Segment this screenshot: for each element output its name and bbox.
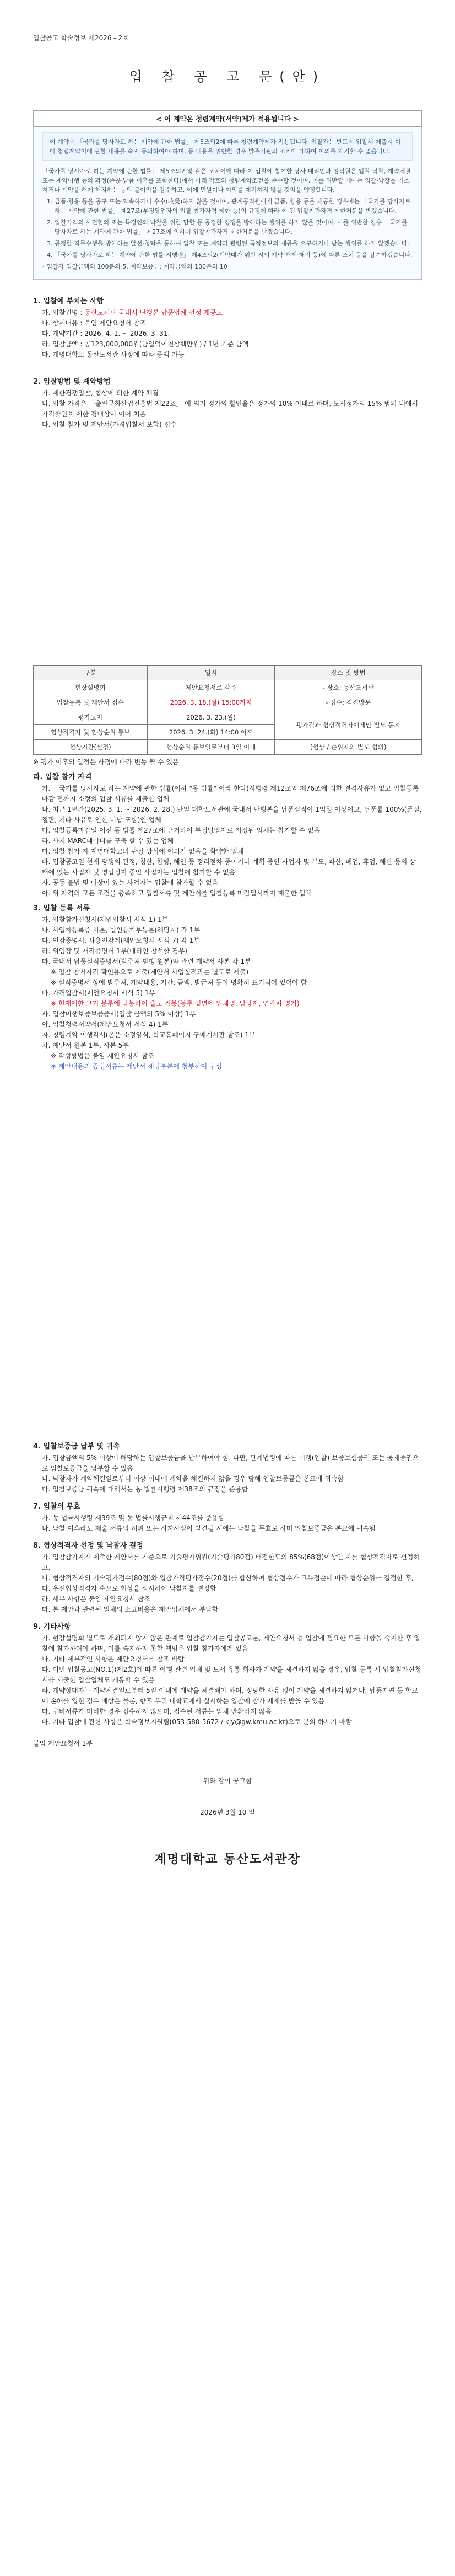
list-item: 마. 구비서류가 미비한 경우 접수하지 않으며, 접수된 서류는 일체 반환하지 않음 — [42, 1708, 272, 1715]
red-note: ※ 현재에한 그기 봉투에 담봉하여 출도 접봉(봉투 겉면에 업체명, 담당자, 연락처 명기) — [51, 1000, 300, 1007]
integrity-item: 3. 공정한 직무수행을 방해하는 알선·청탁을 통하여 입찰 또는 계약과 관련된 특정정보의 제공을 요구하거나 받는 행위를 하지 않겠습니다. — [55, 239, 413, 248]
list-item: 아. 위 자격의 모든 조건을 충족하고 입찰서류 및 제안서를 입찰등록 마감일시까지 제출한 업체 — [42, 889, 312, 897]
section-4 — [33, 1440, 422, 1495]
integrity-notice-head: < 이 계약은 청렴계약(서약)제가 적용됩니다 > — [33, 110, 422, 127]
list-item: 자. 청렴계약 이행각서(본은 소정양식, 학교홈페이지 구매계시판 참조) 1부 — [42, 1031, 256, 1039]
table-row: 입찰등록 및 제안서 접수 2026. 3. 18.(월) 15:00까지 - 접수: 직접방문 — [34, 695, 422, 710]
list-item: 마. 본 제안과 관련된 일체의 소요비용은 제안업체에서 부담함 — [42, 1606, 219, 1613]
list-item: 나. 입찰 가격은 「출판문화산업진흥법 제22조」 에 의거 정가의 할인율은 정가의 10% 이내로 하며, 도서정가의 15% 범위 내에서 가격할인율 제한 경매상이 이어 처음 — [42, 400, 418, 418]
attachment: 붙임 제안요청서 1부 — [33, 1740, 93, 1747]
integrity-item: 1. 금품·향응 등을 공구 또는 약속하거나 수수(收受)하지 않을 것이며, 관계공직원에게 금품, 향응 등을 제공한 경우에는 「국가를 당사자로 하는 계약에 관한 법률」 제27조(부정당업자의 입찰 참가자격 제한 등)의 규정에 따라 이 건 입찰참가자격 제한처분을 받겠습니다. — [55, 197, 413, 216]
table-header: 장소 및 방법 — [275, 666, 422, 680]
blue-note: ※ 제안내용의 증빙서류는 제안서 해당부분에 첨부하여 구성 — [51, 1062, 223, 1070]
list-item: 다. 입찰등록마감일 이전 동 법률 제27조에 근거하여 부정당업자로 지정된 업체는 참가할 수 없음 — [42, 827, 321, 834]
list-item: 나. 낙찰자가 계약체결일로부터 이상 이내에 계약을 체결하지 않을 경우 당해 입찰보증금은 본교에 귀속함 — [42, 1475, 344, 1483]
bid-name-value: 동산도서관 국내서 단행본 납품업체 선정 재공고 — [84, 309, 223, 316]
list-item: 바. 기타 입찰에 관한 사항은 학술정보지원팀(053-580-5672 / kjy@gw.kmu.ac.kr)으로 문의 하시기 바람 — [42, 1718, 352, 1726]
list-item: 가. 현장설명회 별도로 개최되지 않지 않은 관계로 입찰참가자는 입찰공고문, 제안요청서 등 입찰에 필요한 모든 사항을 숙지한 후 입찰에 참가하여야 하며, 이를 숙지하지 못한 책임은 입찰 참가자에게 있음 — [42, 1634, 420, 1652]
list-item: 바. 가격입찰서(제안요청서 서식 5) 1부 — [42, 989, 155, 997]
section-9 — [33, 1620, 422, 1727]
integrity-list — [42, 197, 413, 260]
note: ※ 입찰 참가자격 확인용으로 제출(제안서 사업실적과는 별도로 제출) — [51, 968, 249, 976]
list-item: 마. 입찰 참가 자 계명대학교의 관장 방식에 이의가 없음을 확약한 업체 — [42, 847, 244, 855]
closing-line: 위와 같이 공고함 — [203, 1777, 252, 1785]
section-qualification — [33, 771, 422, 899]
section-7 — [33, 1500, 422, 1534]
list-item: 바. 입찰공고일 현재 당행의 관정, 청산, 합병, 해인 등 정리절차 중이거나 계획 중인 사업자 및 부도, 파산, 폐업, 휴업, 해산 등의 상태에 있는 사업자 및 영업정지 중인 사업자는 입찰에 참가할 수 없음 — [42, 858, 416, 876]
list-item: 가. 입찰참가신청서(제안입찰서 서식 1) 1부 — [42, 916, 169, 924]
table-row: 협상기간(실정) 협상순위 통보일로부터 3일 이내 (협상 / 순위자와 별도 협의) — [34, 740, 422, 755]
list-item: 다. 입찰보증금 귀속에 대해서는 동 법률시행령 제38조의 규정을 준용함 — [42, 1485, 248, 1493]
list-item: 사. 공동 불법 및 이상이 있는 사업자는 입찰에 참가할 수 없음 — [42, 879, 219, 887]
table-header: 일시 — [147, 666, 275, 680]
table-row: 평가고지 2026. 3. 23.(월) 평가결과 협상적격자에게만 별도 통지 — [34, 710, 422, 725]
list-item: 마. 국내서 납품실적증명서(발주처 발행 원본)와 관련 계약서 사본 각 1부 — [42, 958, 251, 965]
list-item: 라. 세부 사항은 붙임 제안요청서 참조 — [42, 1595, 150, 1603]
section-8 — [33, 1539, 422, 1615]
doc-number: 입찰공고 학술정보 제2026 - 2호 — [33, 34, 129, 42]
issuing-organization: 계명대학교 동산도서관장 — [154, 1853, 301, 1866]
list-item: 나. 상세내용 : 붙임 제안요청서 참조 — [42, 319, 147, 327]
list-item: 라. 입찰금액 : 공123,000,000원(금일억이천삼백만원) / 1년 기준 금액 — [42, 340, 249, 348]
section-heading: 4. 입찰보증금 납부 및 귀속 — [33, 1442, 120, 1451]
integrity-intro: 이 계약은 「국가를 당사자로 하는 계약에 관한 법률」 제5조의2에 따른 청렴계약제가 적용됩니다. 입찰자는 반드시 입찰서 제출시 이에 청렴계약이에 관한 내용을 숙지·동의하여야 하며, 동 내용을 위반한 경우 발주기관의 조치에 대하여 이의를 제기할 수 없습니다. — [42, 132, 413, 161]
integrity-item: 4. 「국가를 당사자로 하는 계약에 관한 법률 시행령」 제4조의2(계약대가 위반 시의 계약 해제·해지 등)에 따른 조치 등을 감수하겠습니다. — [55, 250, 413, 260]
list-item: 라. 사지 MARC데이터를 구축 할 수 있는 업체 — [42, 837, 174, 845]
section-heading: 8. 협상적격자 선정 및 낙찰자 결정 — [33, 1542, 143, 1550]
page-title: 입 찰 공 고 문(안) — [129, 69, 326, 84]
integrity-foot: - 입찰자 입찰금액의 100분의 5. 계약보증금: 계약금액의 100분의 10 — [42, 263, 228, 270]
section-3 — [33, 902, 422, 1072]
list-item: 다. 인감증명서, 사용인감계(제안요청서 서식 7) 각 1부 — [42, 937, 200, 944]
integrity-notice-box — [33, 127, 422, 280]
note: ※ 실적증명서 상에 발주처, 계약내용, 기간, 금액, 발급처 등이 명확히 표기되어 있어야 함 — [51, 979, 307, 986]
section-heading: 2. 입찰방법 및 계약방법 — [33, 378, 111, 386]
item-bid-name: 가. 입찰건명 : 동산도서관 국내서 단행본 납품업체 선정 재공고 — [42, 309, 223, 316]
integrity-item: 2. 입찰가격의 사전협의 또는 특정인의 낙찰을 위한 담합 등 공정한 경쟁을 방해하는 행위를 하지 않을 것이며, 이를 위반한 경우 「국가를 당사자로 하는 계약에 관한 법률」 제27조에 의하여 입찰참가자격 제한처분을 받겠습니다. — [55, 218, 413, 237]
section-1 — [33, 295, 422, 360]
list-item: 나. 협상적격자의 기술평가점수(80점)와 입찰가격평가점수(20점)를 합산하여 협상점수가 고득점순에 따라 협상순위를 결정한 후, — [42, 1574, 414, 1582]
list-item: 나. 최근 1년간(2025. 3. 1. ~ 2026. 2. 28.) 단일 대학도서관에 국내서 단행본을 납품실적이 1억원 이상이고, 납품률 100%(품절, 절판, 기타 사유로 인한 미납 포함)인 업체 — [42, 806, 422, 824]
list-item: 가. 동 법률시행령 제39조 및 동 법률시행규칙 제44조를 준용함 — [42, 1514, 225, 1522]
list-item: 가. 입찰금액의 5% 이상에 해당하는 입찰보증금을 납부하여야 함. 다만, 관계법령에 따른 이행(입찰) 보증보험증권 또는 공제증권으로 입찰보증금을 납부할 수 있음 — [42, 1454, 419, 1472]
list-item: 가. 입찰참가자가 제출한 제안서를 기준으로 기술평가위원(기술평가80점) 배점한도의 85%(68점)이상인 자를 협상적격자로 선정하고, — [42, 1553, 420, 1571]
document-page — [33, 33, 422, 1867]
section-2 — [33, 375, 422, 430]
list-item: 가. 「국가를 당사자로 하는 계약에 관한 법률(이하 "동 법률" 이라 한다)시행령 제12조와 제76조에 의한 결격사유가 없고 입찰등록 마감 전까지 소정의 입찰 서류를 제출한 업체 — [42, 785, 419, 803]
list-item: 가. 제한경쟁입찰, 협상에 의한 계약 체결 — [42, 389, 159, 397]
list-item: 라. 계약상대자는 계약체결일로부터 5일 이내에 계약을 체결해야 하며, 정당한 사유 없이 계약을 체결하지 않거나, 납품지연 등 학교에 손해를 입힌 경우 배상은 물론, 향후 우리 대학교에서 실시하는 입찰에 참가 제재를 받을 수 있음 — [42, 1687, 418, 1705]
notice-date: 2026년 3월 10 일 — [200, 1808, 255, 1816]
section-heading: 라. 입찰 참가 자격 — [33, 773, 92, 781]
blank-space — [33, 1072, 422, 1425]
list-item: 다. 우선협상적격자 순으로 협상을 실시하여 낙찰자를 결정함 — [42, 1585, 216, 1592]
list-item: 나. 기타 세부적인 사항은 제안요청서를 참조 바람 — [42, 1655, 185, 1663]
table-header-row — [34, 666, 422, 680]
table-header: 구분 — [34, 666, 148, 680]
list-item: 마. 계명대학교 동산도서관 사정에 따라 증액 가능 — [42, 351, 185, 358]
list-item: 다. 입찰 참가 및 제안서(가격입찰서 포함) 접수 — [42, 421, 177, 428]
list-item: 나. 사업자등록증 사본, 법인등기부등본(해당시) 각 1부 — [42, 926, 201, 934]
list-item: 다. 이번 입찰공고(NO.1)(제2호)에 따른 이행 관련 업체 및 도서 유통 회사가 계약을 체결하지 않을 경우, 입찰 등록 시 입찰참가신청서를 제출한 입찰업체도 개봉할 수 있음 — [42, 1666, 421, 1684]
schedule-note: ※ 평가 이후의 일정은 사정에 따라 변동 될 수 있음 — [33, 758, 179, 766]
blank-space — [33, 430, 422, 662]
section-heading: 9. 기타사항 — [33, 1623, 71, 1631]
list-item: 라. 위임장 및 재직증명서 1부(대리인 참석할 경우) — [42, 947, 187, 955]
list-item: 아. 입찰청렴서약서(제안요청서 서식 4) 1부 — [42, 1021, 169, 1028]
note: ※ 작성방법은 붙임 제안요청서 참조 — [51, 1052, 154, 1060]
integrity-paragraph: 「국가를 당사자로 하는 계약에 관한 법률」 제5조의2 및 같은 조치이에 따라 이 입찰에 참여한 당사 대리인과 임직원은 입찰·낙찰, 계약체결 또는 계약이행 등의 과정(준공·납품 이후를 포함한다)에서 아래 각호의 청렴계약조건을 준수할 것이며, 이를 위반할 때에는 입찰·낙찰을 취소하거나 계약을 해제·해지하는 등의 불이익을 감수하고, 이에 민원이나 이의를 제기하지 않을 것임을 약정합니다. — [42, 168, 411, 194]
section-heading: 1. 입찰에 부치는 사항 — [33, 297, 104, 305]
list-item: 사. 입찰이행보증보증증서(입찰 금액의 5% 이상) 1부 — [42, 1010, 196, 1018]
list-item: 차. 제안서 원본 1부, 사본 5부 — [42, 1042, 129, 1049]
section-heading: 7. 입찰의 무효 — [33, 1502, 80, 1511]
list-item: 나. 낙찰 이후라도 제출 서류의 허위 또는 하자사실이 발견될 시에는 낙찰을 무효로 하며 입찰보증금은 본교에 귀속됨 — [42, 1525, 376, 1532]
section-heading: 3. 입찰 등록 서류 — [33, 904, 90, 913]
table-row: 현장설명회 제안요청서로 갈음 - 장소: 동산도서관 — [34, 680, 422, 695]
table-row: 협상적격자 및 협상순위 통보 2026. 3. 24.(화) 14:00 이후 — [34, 725, 422, 740]
schedule-table — [33, 665, 422, 755]
list-item: 다. 계약기간 : 2026. 4. 1. ~ 2026. 3. 31. — [42, 330, 170, 337]
